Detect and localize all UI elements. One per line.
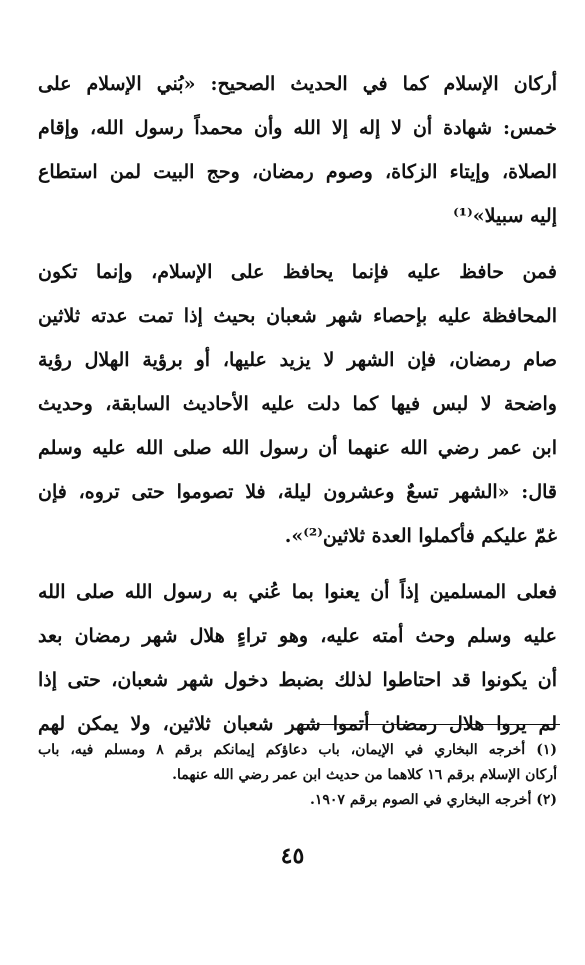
main-text <box>38 62 557 746</box>
text-line: المحافظة عليه بإحصاء شهر شعبان بحيث إذا تمت عدته ثلاثين <box>38 305 557 327</box>
text-line: الصلاة، وإيتاء الزكاة، وصوم رمضان، وحج البيت لمن استطاع <box>38 161 557 183</box>
footnote-line: (١) أخرجه البخاري في الإيمان، باب دعاؤكم إيمانكم برقم ٨ ومسلم فيه، باب <box>38 742 557 758</box>
text-line: لم يروا هلال رمضان أتموا شهر شعبان ثلاثين، ولا يمكن لهم <box>38 713 557 735</box>
text-line: فعلى المسلمين إذاً أن يعنوا بما عُني به رسول الله صلى الله <box>38 581 557 603</box>
footnote-divider <box>300 724 560 725</box>
text-line: صام رمضان، فإن الشهر لا يزيد عليها، أو برؤية الهلال رؤية <box>38 349 557 371</box>
footnote-line: (٢) أخرجه البخاري في الصوم برقم ١٩٠٧. <box>310 792 557 808</box>
page-number: ٤٥ <box>280 843 305 869</box>
text-line: ابن عمر رضي الله عنهما أن رسول الله صلى الله عليه وسلم <box>38 437 557 459</box>
text-line: أركان الإسلام كما في الحديث الصحيح: «بُني الإسلام على <box>38 73 557 95</box>
text-line: خمس: شهادة أن لا إله إلا الله وأن محمداً رسول الله، وإقام <box>38 117 557 139</box>
text-line: عليه وسلم وحث أمته عليه، وهو تراءٍ هلال شهر رمضان بعد <box>38 625 557 647</box>
paragraph-3 <box>38 570 557 746</box>
footnote-line: أركان الإسلام برقم ١٦ كلاهما من حديث ابن عمر رضي الله عنهما. <box>172 767 557 783</box>
footnotes <box>38 738 557 813</box>
text-line: إليه سبيلا»⁽¹⁾ <box>453 205 557 227</box>
text-line: غمّ عليكم فأكملوا العدة ثلاثين⁽²⁾». <box>284 525 557 547</box>
text-line: أن يكونوا قد احتاطوا لذلك بضبط دخول شهر شعبان، حتى إذا <box>38 669 557 691</box>
paragraph-2 <box>38 250 557 558</box>
text-line: واضحة لا لبس فيها كما دلت عليه الأحاديث السابقة، وحديث <box>38 393 557 415</box>
paragraph-1 <box>38 62 557 238</box>
text-line: قال: «الشهر تسعٌ وعشرون ليلة، فلا تصوموا حتى تروه، فإن <box>38 481 557 503</box>
text-line: فمن حافظ عليه فإنما يحافظ على الإسلام، وإنما تكون <box>38 261 557 283</box>
